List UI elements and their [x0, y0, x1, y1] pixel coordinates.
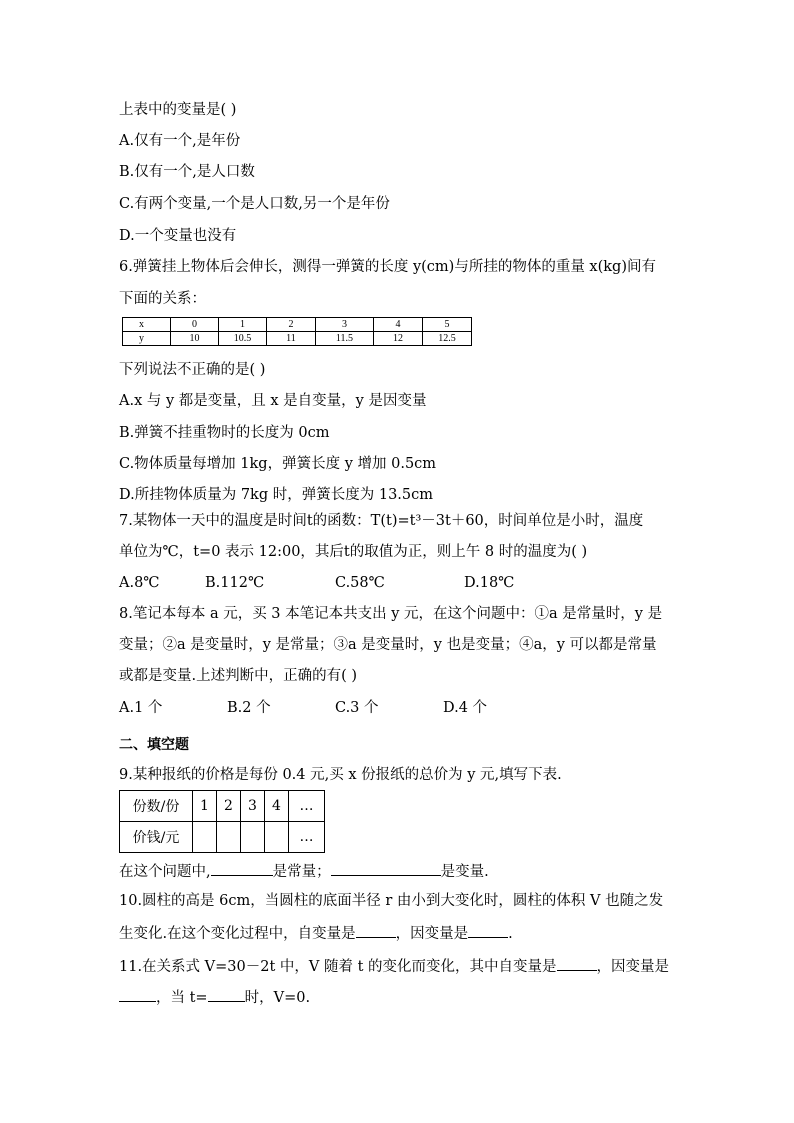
q8-line3: 或都是变量.上述判断中，正确的有( ) — [119, 668, 358, 684]
q6-stem-line2: 下面的关系： — [119, 291, 206, 307]
table-cell: 1 — [219, 318, 267, 332]
q7-option-d: D.18℃ — [464, 575, 515, 591]
q6-option-c: C.物体质量每增加 1kg，弹簧长度 y 增加 0.5cm — [119, 456, 437, 472]
q6-table — [122, 317, 472, 346]
table-cell: 4 — [374, 318, 423, 332]
table-cell: 价钱/元 — [120, 822, 193, 853]
table-cell: y — [123, 332, 171, 346]
q9-stem: 9.某种报纸的价格是每份 0.4 元,买 x 份报纸的总价为 y 元,填写下表. — [119, 767, 562, 783]
table-cell — [217, 822, 241, 853]
q10-blank-dependent[interactable] — [468, 922, 508, 938]
table-cell — [241, 822, 265, 853]
q10-line2 — [119, 922, 513, 944]
q5-option-b: B.仅有一个,是人口数 — [119, 164, 255, 180]
q6-table-row-x — [123, 318, 472, 332]
q10-blank-independent[interactable] — [356, 922, 396, 938]
q9-table-row2 — [120, 822, 325, 853]
q7-line1: 7.某物体一天中的温度是时间t的函数：T(t)=t³－3t＋60，时间单位是小时，温度 — [119, 513, 644, 529]
q5-option-a: A.仅有一个,是年份 — [119, 133, 241, 149]
table-cell: 2 — [267, 318, 316, 332]
q8-line1: 8.笔记本每本 a 元，买 3 本笔记本共支出 y 元，在这个问题中：①a 是常量时，y 是 — [119, 606, 663, 622]
table-cell: 2 — [217, 791, 241, 822]
q9-blank-variable[interactable] — [331, 860, 441, 876]
q11-text-b: ，因变量是 — [596, 959, 670, 975]
table-cell: 0 — [171, 318, 219, 332]
q7-line2: 单位为℃，t=0 表示 12:00，其后t的取值为正，则上午 8 时的温度为( ) — [119, 544, 588, 560]
q6-stem-line1: 6.弹簧挂上物体后会伸长，测得一弹簧的长度 y(cm)与所挂的物体的重量 x(kg)间有 — [119, 259, 656, 275]
q8-line2: 变量；②a 是变量时，y 是常量；③a 是变量时，y 也是变量；④a，y 可以都是常量 — [119, 637, 657, 653]
table-cell: … — [289, 822, 325, 853]
q11-text-d: 时，V=0. — [244, 990, 311, 1006]
q6-table-row-y — [123, 332, 472, 346]
q8-option-d: D.4 个 — [443, 700, 488, 716]
q8-options — [119, 698, 487, 718]
q11-text-c: ，当 t= — [156, 990, 208, 1006]
q11-line1 — [119, 955, 669, 977]
q6-option-d: D.所挂物体质量为 7kg 时，弹簧长度为 13.5cm — [119, 487, 433, 503]
q6-option-a: A.x 与 y 都是变量，且 x 是自变量，y 是因变量 — [119, 393, 427, 409]
section-title: 二、填空题 — [119, 737, 189, 753]
q9-fill — [119, 860, 489, 882]
table-cell: 10.5 — [219, 332, 267, 346]
table-cell: … — [289, 791, 325, 822]
q8-option-a: A.1 个 — [119, 700, 163, 716]
table-cell: 11 — [267, 332, 316, 346]
q9-fill-text-b: 是常量； — [272, 864, 331, 880]
q6-option-b: B.弹簧不挂重物时的长度为 0cm — [119, 425, 330, 441]
q5-stem: 上表中的变量是( ) — [119, 102, 237, 118]
q11-blank-t[interactable] — [208, 986, 245, 1002]
table-cell: 1 — [193, 791, 217, 822]
q10-line1: 10.圆柱的高是 6cm，当圆柱的底面半径 r 由小到大变化时，圆柱的体积 V 也随之发 — [119, 893, 664, 909]
q8-option-c: C.3 个 — [335, 700, 379, 716]
q10-text-c: . — [508, 926, 513, 942]
q8-option-b: B.2 个 — [227, 700, 271, 716]
q7-option-c: C.58℃ — [335, 575, 385, 591]
q9-table — [119, 790, 325, 853]
table-cell — [193, 822, 217, 853]
q9-blank-constant[interactable] — [211, 860, 273, 876]
table-cell: 11.5 — [316, 332, 374, 346]
q11-blank-independent[interactable] — [557, 955, 597, 971]
table-cell — [265, 822, 289, 853]
q7-options — [119, 573, 514, 593]
table-cell: 3 — [241, 791, 265, 822]
table-cell: 份数/份 — [120, 791, 193, 822]
q6-question: 下列说法不正确的是( ) — [119, 362, 266, 378]
q11-blank-dependent[interactable] — [119, 986, 156, 1002]
q5-option-d: D.一个变量也没有 — [119, 228, 237, 244]
table-cell: 4 — [265, 791, 289, 822]
q9-table-row1 — [120, 791, 325, 822]
q11-text-a: 11.在关系式 V=30－2t 中，V 随着 t 的变化而变化，其中自变量是 — [119, 959, 557, 975]
q7-option-b: B.112℃ — [205, 575, 265, 591]
table-cell: 12.5 — [423, 332, 472, 346]
q10-text-b: ，因变量是 — [395, 926, 469, 942]
q7-option-a: A.8℃ — [119, 575, 160, 591]
q9-fill-text-c: 是变量. — [440, 864, 489, 880]
q11-line2 — [119, 986, 310, 1008]
q9-fill-text-a: 在这个问题中, — [119, 864, 211, 880]
table-cell: x — [123, 318, 171, 332]
table-cell: 12 — [374, 332, 423, 346]
table-cell: 5 — [423, 318, 472, 332]
q10-text-a: 生变化.在这个变化过程中，自变量是 — [119, 926, 356, 942]
table-cell: 3 — [316, 318, 374, 332]
q5-option-c: C.有两个变量,一个是人口数,另一个是年份 — [119, 196, 390, 212]
table-cell: 10 — [171, 332, 219, 346]
